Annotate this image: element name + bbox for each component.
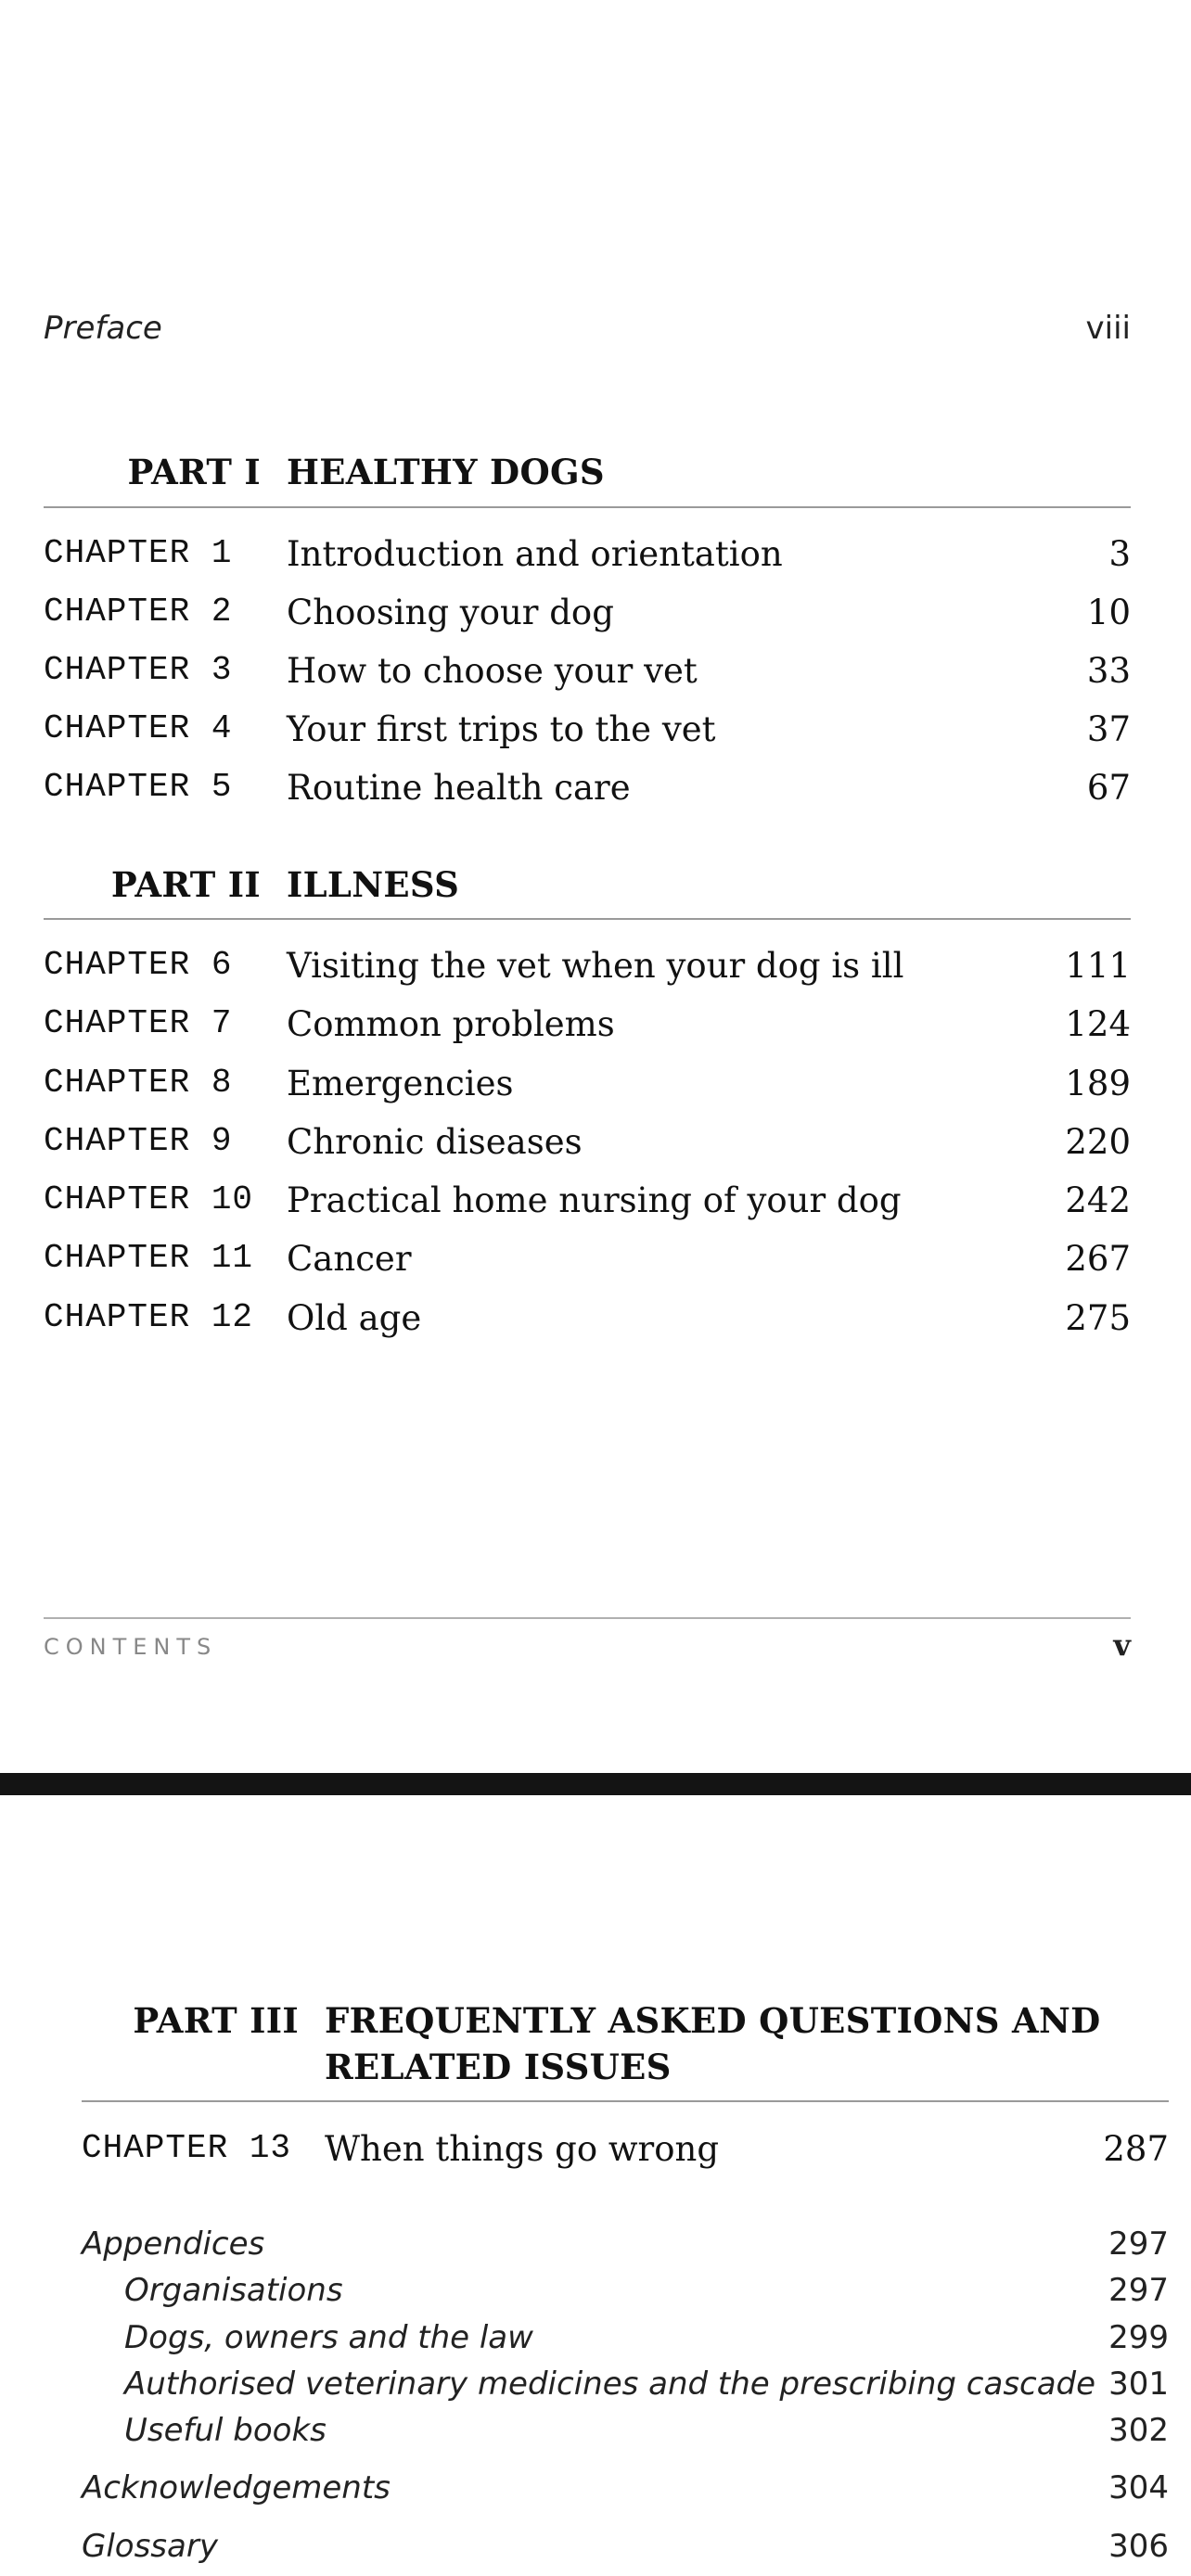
chapter-number: CHAPTER 8 — [44, 1064, 233, 1102]
part-2-rule — [44, 918, 1131, 920]
chapter-page: 111 — [1065, 946, 1131, 986]
chapter-number: CHAPTER 2 — [44, 593, 233, 631]
entry-page: 302 — [1108, 2412, 1169, 2449]
chapter-7-entry[interactable] — [44, 1004, 1131, 1051]
part-3-label: PART III — [133, 2000, 299, 2041]
part-3-rule — [82, 2100, 1169, 2102]
chapter-page: 189 — [1065, 1064, 1131, 1103]
chapter-page: 124 — [1065, 1004, 1131, 1044]
chapter-title: Cancer — [287, 1239, 412, 1279]
acknowledgements-entry[interactable] — [82, 2469, 1169, 2512]
entry-page: 306 — [1108, 2528, 1169, 2565]
chapter-6-entry[interactable] — [44, 946, 1131, 992]
chapter-page: 275 — [1065, 1298, 1131, 1338]
chapter-title: Routine health care — [287, 768, 631, 808]
chapter-3-entry[interactable] — [44, 651, 1131, 697]
chapter-page: 267 — [1065, 1239, 1131, 1279]
organisations-entry[interactable] — [82, 2272, 1169, 2315]
preface-page: viii — [1085, 310, 1131, 347]
part-2-title: ILLNESS — [287, 864, 460, 905]
chapter-title: Emergencies — [287, 1064, 514, 1103]
useful-books-entry[interactable] — [82, 2412, 1169, 2455]
part-1-heading — [44, 449, 1131, 495]
entry-page: 297 — [1108, 2272, 1169, 2309]
chapter-10-entry[interactable] — [44, 1180, 1131, 1227]
dogs-owners-law-entry[interactable] — [82, 2319, 1169, 2362]
part-1-label: PART I — [127, 452, 261, 492]
chapter-8-entry[interactable] — [44, 1064, 1131, 1110]
contents-page-2 — [0, 1795, 1191, 2576]
entry-title: Organisations — [124, 2272, 343, 2309]
preface-label: Preface — [44, 310, 162, 347]
page-divider — [0, 1773, 1191, 1795]
chapter-number: CHAPTER 3 — [44, 651, 233, 689]
chapter-9-entry[interactable] — [44, 1122, 1131, 1168]
part-2-heading — [44, 861, 1131, 908]
chapter-page: 3 — [1108, 534, 1131, 574]
chapter-5-entry[interactable] — [44, 768, 1131, 814]
chapter-11-entry[interactable] — [44, 1239, 1131, 1285]
entry-title: Authorised veterinary medicines and the prescribing cascade — [124, 2366, 1096, 2403]
entry-title: Glossary — [82, 2528, 218, 2565]
part-2-label: PART II — [110, 864, 261, 905]
preface-entry[interactable] — [44, 310, 1131, 356]
chapter-title: Your first trips to the vet — [287, 709, 716, 749]
part-1-title: HEALTHY DOGS — [287, 452, 605, 492]
entry-page: 297 — [1108, 2225, 1169, 2263]
entry-page: 299 — [1108, 2319, 1169, 2356]
authorised-medicines-entry[interactable] — [82, 2366, 1169, 2408]
entry-title: Appendices — [82, 2225, 265, 2263]
chapter-number: CHAPTER 1 — [44, 534, 233, 572]
chapter-number: CHAPTER 11 — [44, 1239, 254, 1277]
chapter-number: CHAPTER 9 — [44, 1122, 233, 1160]
entry-page: 304 — [1108, 2469, 1169, 2506]
chapter-title: Visiting the vet when your dog is ill — [287, 946, 904, 986]
chapter-2-entry[interactable] — [44, 593, 1131, 639]
part-3-heading — [82, 1997, 1169, 2090]
appendices-entry[interactable] — [82, 2225, 1169, 2268]
running-footer-label: CONTENTS — [44, 1634, 218, 1660]
chapter-number: CHAPTER 5 — [44, 768, 233, 806]
chapter-page: 242 — [1065, 1180, 1131, 1220]
entry-title: Acknowledgements — [82, 2469, 391, 2506]
entry-page: 301 — [1108, 2366, 1169, 2403]
chapter-title: Common problems — [287, 1004, 615, 1044]
chapter-number: CHAPTER 4 — [44, 709, 233, 747]
glossary-entry[interactable] — [82, 2528, 1169, 2570]
chapter-number: CHAPTER 10 — [44, 1180, 254, 1218]
chapter-page: 220 — [1065, 1122, 1131, 1162]
part-3-title-line-2: RELATED ISSUES — [325, 2047, 672, 2087]
chapter-title: When things go wrong — [325, 2129, 720, 2169]
chapter-title: Introduction and orientation — [287, 534, 783, 574]
chapter-title: Practical home nursing of your dog — [287, 1180, 902, 1220]
chapter-page: 10 — [1086, 593, 1131, 632]
chapter-4-entry[interactable] — [44, 709, 1131, 756]
chapter-title: Old age — [287, 1298, 422, 1338]
chapter-12-entry[interactable] — [44, 1298, 1131, 1345]
running-footer-page: v — [1113, 1627, 1131, 1663]
part-1-rule — [44, 506, 1131, 508]
chapter-number: CHAPTER 6 — [44, 946, 233, 984]
chapter-page: 33 — [1086, 651, 1131, 691]
chapter-title: Chronic diseases — [287, 1122, 583, 1162]
entry-title: Dogs, owners and the law — [124, 2319, 533, 2356]
part-3-title-line-1: FREQUENTLY ASKED QUESTIONS AND — [325, 2000, 1101, 2041]
chapter-page: 67 — [1086, 768, 1131, 808]
chapter-1-entry[interactable] — [44, 534, 1131, 580]
chapter-page: 37 — [1086, 709, 1131, 749]
chapter-number: CHAPTER 7 — [44, 1004, 233, 1042]
chapter-page: 287 — [1103, 2129, 1169, 2169]
footer-rule — [44, 1617, 1131, 1619]
chapter-title: How to choose your vet — [287, 651, 698, 691]
chapter-title: Choosing your dog — [287, 593, 614, 632]
chapter-number: CHAPTER 13 — [82, 2129, 292, 2167]
entry-title: Useful books — [124, 2412, 327, 2449]
chapter-13-entry[interactable] — [82, 2129, 1169, 2175]
chapter-number: CHAPTER 12 — [44, 1298, 254, 1336]
